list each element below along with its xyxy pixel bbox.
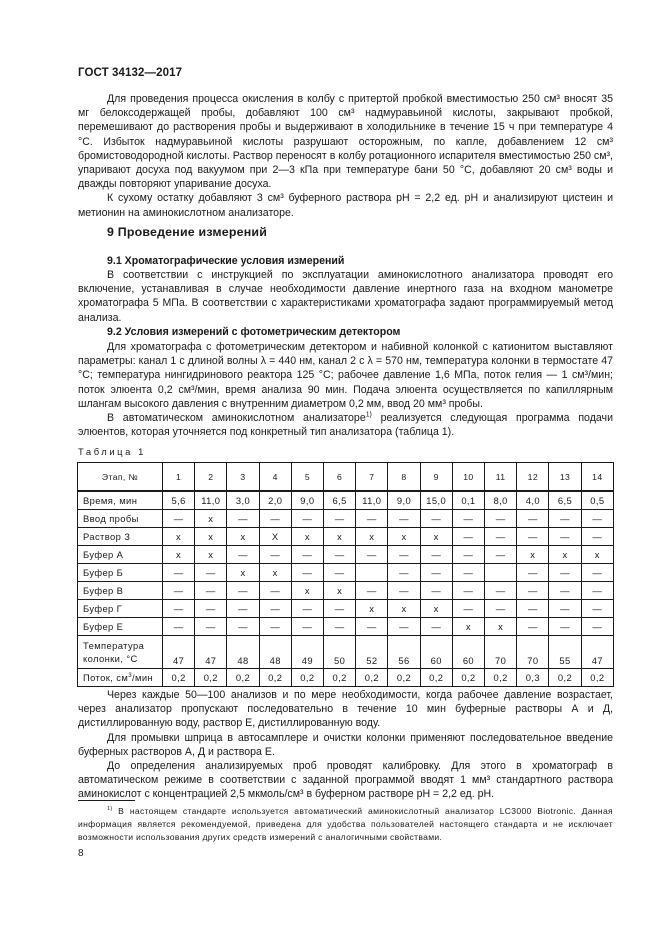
header-stage: 4 xyxy=(259,463,291,492)
after-table-paragraph-1: Через каждые 50—100 анализов и по мере необходимости, когда рабочее давление возрастает, через анализатор пропускают последовательно в течение 10 мин буферные растворы А и Д, дистиллированную воду, раствор Е, дистиллированную воду. xyxy=(78,689,613,730)
header-stage: 10 xyxy=(452,463,484,492)
table-cell: — xyxy=(517,528,549,546)
table-cell: — xyxy=(388,564,420,582)
table-cell: — xyxy=(324,546,356,564)
table-cell: 11,0 xyxy=(356,491,388,510)
header-stage: 2 xyxy=(195,463,227,492)
table-cell: — xyxy=(227,582,259,600)
table-cell: 47 xyxy=(581,636,613,669)
table-cell: 6,5 xyxy=(324,491,356,510)
table-cell: — xyxy=(452,600,484,618)
table-cell: x xyxy=(291,582,323,600)
table-cell: x xyxy=(388,600,420,618)
table-cell: — xyxy=(452,546,484,564)
table-cell: — xyxy=(356,510,388,528)
table-cell: — xyxy=(227,618,259,636)
table-cell: — xyxy=(163,510,195,528)
intro-paragraph-1: Для проведения процесса окисления в колбу с притертой пробкой вместимостью 250 см³ вносят 35 мг белоксодержащей пробы, добавляют 100 см³ надмуравьиной кислоты, закрывают пробкой, перемешивают до растворения пробы и выдерживают в холодильнике в течение 15 ч при температуре 4 °С. Избыток надмуравьиной кислоты разрушают осторожным, по капле, добавлением 12 см³ бромистоводородной кислоты. Раствор переносят в колбу ротационного испарителя вместимостью 250 см³, упаривают досуха под вакуумом при 2—3 кПа при температуре бани 50 °С, добавляют 20 см³ воды и дважды повторяют упаривание досуха. xyxy=(78,93,613,191)
table-cell: — xyxy=(259,618,291,636)
table-cell: 60 xyxy=(420,636,452,669)
table-cell: — xyxy=(549,564,581,582)
section-9-2-title: 9.2 Условия измерений с фотометрическим детектором xyxy=(107,326,401,338)
row-label-superscript: 3 xyxy=(128,671,132,679)
table-cell: — xyxy=(291,546,323,564)
table-cell: — xyxy=(324,564,356,582)
table-cell: x xyxy=(291,528,323,546)
row-label-line: Температура xyxy=(83,640,145,651)
section-9-2-paragraph-1: Для хроматографа с фотометрическим детектором и набивной колонкой с катионитом выставляют параметры: канал 1 с длиной волны λ = 440 нм, канал 2 с λ = 570 нм, температура колонки в термостате 47 °С; температура нингидринового реактора 125 °С; рабочее давление 1,6 МПа, поток гелия — 1 см³/мин; поток элюента 0,2 см³/мин, время анализа 90 мин. Подача элюента осуществляется по капиллярным шлангам высокого давления с внутренним диаметром 0,2 мм, ввод 20 мм³ пробы. xyxy=(78,341,613,410)
footnote-marker: 1) xyxy=(107,806,113,813)
table-cell: — xyxy=(517,582,549,600)
table-cell: x xyxy=(163,546,195,564)
section-9-1-text xyxy=(78,268,613,325)
table-cell: — xyxy=(356,582,388,600)
table-cell: — xyxy=(195,600,227,618)
table-cell: — xyxy=(485,528,517,546)
header-stage: 1 xyxy=(163,463,195,492)
table-cell: — xyxy=(195,564,227,582)
document-header: ГОСТ 34132—2017 xyxy=(78,67,183,79)
elution-program-table xyxy=(77,462,614,687)
table-cell: 50 xyxy=(324,636,356,669)
table-cell: — xyxy=(549,510,581,528)
table-cell: — xyxy=(517,564,549,582)
table-cell: 48 xyxy=(259,636,291,669)
header-stage: 13 xyxy=(549,463,581,492)
table-cell: 70 xyxy=(517,636,549,669)
table-cell: x xyxy=(195,528,227,546)
table-cell: 9,0 xyxy=(388,491,420,510)
table-cell: — xyxy=(581,618,613,636)
table-cell: 3,0 xyxy=(227,491,259,510)
table-cell: x xyxy=(356,528,388,546)
table-cell: — xyxy=(195,618,227,636)
row-label: Ввод пробы xyxy=(78,510,163,528)
table-cell: — xyxy=(517,618,549,636)
table-row xyxy=(78,564,614,582)
table-row xyxy=(78,546,614,564)
table-cell: 48 xyxy=(227,636,259,669)
table-cell: — xyxy=(549,618,581,636)
table-cell: — xyxy=(163,564,195,582)
after-table-text xyxy=(78,688,613,802)
table-row xyxy=(78,528,614,546)
footnote-text: В настоящем стандарте используется автоматический аминокислотный анализатор LC3000 Biotronic. Данная информация является рекомендуемой, приведена для удобства пользователей настоящего стандарта и не исключает возможности использования других средств измерений с аналогичными свойствами. xyxy=(78,806,613,842)
table-cell: — xyxy=(549,582,581,600)
table-cell: — xyxy=(452,582,484,600)
header-stage: 8 xyxy=(388,463,420,492)
header-stage: 12 xyxy=(517,463,549,492)
table-cell: — xyxy=(388,582,420,600)
table-cell: — xyxy=(452,528,484,546)
row-label-text: Поток, см xyxy=(83,672,129,683)
footnote-reference[interactable]: 1) xyxy=(365,411,372,419)
table-cell: — xyxy=(227,546,259,564)
table-cell: x xyxy=(195,546,227,564)
row-label: Время, мин xyxy=(78,491,163,510)
table-cell: — xyxy=(420,618,452,636)
table-cell xyxy=(485,564,517,582)
table-cell: 0,2 xyxy=(356,669,388,687)
table-cell: 0,2 xyxy=(549,669,581,687)
table-cell: — xyxy=(163,600,195,618)
table-cell: 0,2 xyxy=(259,669,291,687)
table-cell: 70 xyxy=(485,636,517,669)
header-stage: 5 xyxy=(291,463,323,492)
table-cell: — xyxy=(227,510,259,528)
table-cell: 0,3 xyxy=(517,669,549,687)
header-stage: 6 xyxy=(324,463,356,492)
table-cell: 15,0 xyxy=(420,491,452,510)
row-label: Раствор З xyxy=(78,528,163,546)
table-cell: — xyxy=(259,600,291,618)
section-9-2-paragraph-2 xyxy=(78,411,613,439)
table-cell: — xyxy=(581,564,613,582)
table-cell: x xyxy=(195,510,227,528)
table-row xyxy=(78,600,614,618)
table-cell: 0,2 xyxy=(163,669,195,687)
table-cell: x xyxy=(227,564,259,582)
table-cell: — xyxy=(291,510,323,528)
table-cell: — xyxy=(291,600,323,618)
table-cell: — xyxy=(581,582,613,600)
table-cell: 0,2 xyxy=(420,669,452,687)
table-cell: 0,2 xyxy=(291,669,323,687)
table-cell: 0,2 xyxy=(388,669,420,687)
table-cell: x xyxy=(485,618,517,636)
table-cell: 11,0 xyxy=(195,491,227,510)
row-label: Буфер А xyxy=(78,546,163,564)
table-cell: 52 xyxy=(356,636,388,669)
table-cell: — xyxy=(291,564,323,582)
table-cell: — xyxy=(291,618,323,636)
table-cell: 0,5 xyxy=(581,491,613,510)
row-label: Буфер Г xyxy=(78,600,163,618)
table-cell: x xyxy=(452,618,484,636)
table-cell: 0,2 xyxy=(227,669,259,687)
row-label-line: колонки, °С xyxy=(83,653,138,664)
table-cell: — xyxy=(420,510,452,528)
footnote-divider xyxy=(78,800,135,801)
table-cell: 0,2 xyxy=(452,669,484,687)
table-cell: — xyxy=(163,618,195,636)
table-cell: — xyxy=(227,600,259,618)
table-cell: — xyxy=(581,510,613,528)
table-cell: — xyxy=(581,528,613,546)
row-label: Буфер В xyxy=(78,582,163,600)
section-9-1-title: 9.1 Хроматографические условия измерений xyxy=(107,255,345,267)
table-cell: x xyxy=(356,600,388,618)
header-stage: 11 xyxy=(485,463,517,492)
table-cell: 0,1 xyxy=(452,491,484,510)
table-cell: x xyxy=(227,528,259,546)
table-cell: — xyxy=(485,546,517,564)
table-cell: — xyxy=(324,510,356,528)
table-cell: 2,0 xyxy=(259,491,291,510)
table-cell: 56 xyxy=(388,636,420,669)
table-cell: 49 xyxy=(291,636,323,669)
table-cell: — xyxy=(549,600,581,618)
table-cell: 47 xyxy=(195,636,227,669)
row-label-text: /мин xyxy=(132,672,154,683)
table-cell: x xyxy=(388,528,420,546)
table-row xyxy=(78,491,614,510)
table-cell: X xyxy=(259,528,291,546)
header-stage-label: Этап, № xyxy=(78,463,163,492)
table-cell: x xyxy=(324,582,356,600)
table-row xyxy=(78,618,614,636)
table-cell: 0,2 xyxy=(485,669,517,687)
table-header-row xyxy=(78,463,614,492)
table-cell: x xyxy=(259,564,291,582)
table-cell: 4,0 xyxy=(517,491,549,510)
table-row xyxy=(78,636,614,669)
row-label xyxy=(78,669,163,687)
table-cell: — xyxy=(324,600,356,618)
table-cell: — xyxy=(549,528,581,546)
table-cell: — xyxy=(452,564,484,582)
table-cell: — xyxy=(388,546,420,564)
table-cell: 6,5 xyxy=(549,491,581,510)
table-cell: — xyxy=(388,618,420,636)
table-cell: 8,0 xyxy=(485,491,517,510)
table-cell: — xyxy=(485,510,517,528)
table-cell: 0,2 xyxy=(195,669,227,687)
table-cell: — xyxy=(163,582,195,600)
page-number: 8 xyxy=(78,848,84,859)
after-table-paragraph-2: Для промывки шприца в автосамплере и очистки колонки применяют последовательное введение буферных растворов А, Д и раствора Е. xyxy=(78,731,613,758)
table-cell: 60 xyxy=(452,636,484,669)
table-cell: 47 xyxy=(163,636,195,669)
table-cell: x xyxy=(549,546,581,564)
table-cell: 55 xyxy=(549,636,581,669)
table-cell: 0,2 xyxy=(324,669,356,687)
table-cell: x xyxy=(581,546,613,564)
table-cell: — xyxy=(356,618,388,636)
intro-paragraph-2: К сухому остатку добавляют 3 см³ буферного раствора pH = 2,2 ед. pH и анализируют цистеин и метионин на аминокислотном анализаторе. xyxy=(78,192,613,219)
header-stage: 9 xyxy=(420,463,452,492)
table-cell: 5,6 xyxy=(163,491,195,510)
table-cell: x xyxy=(420,600,452,618)
table-cell: — xyxy=(324,618,356,636)
table-cell xyxy=(356,564,388,582)
table-row xyxy=(78,669,614,687)
table-cell: — xyxy=(420,564,452,582)
table-cell: — xyxy=(356,546,388,564)
table-cell: 0,2 xyxy=(581,669,613,687)
section-9-2-text xyxy=(78,340,613,439)
table-cell: — xyxy=(259,546,291,564)
table-row xyxy=(78,510,614,528)
table-cell: — xyxy=(259,582,291,600)
table-cell: — xyxy=(420,582,452,600)
after-table-paragraph-3: До определения анализируемых проб проводят калибровку. Для этого в хроматограф в автоматическом режиме в соответствии с заданной программой вводят 1 мм³ стандартного раствора аминокислот с концентрацией 2,5 мкмоль/см³ в буферном растворе pH = 2,2 ед. pH. xyxy=(78,760,613,801)
table-cell: — xyxy=(581,600,613,618)
table-cell: x xyxy=(517,546,549,564)
table-cell: — xyxy=(517,600,549,618)
table-cell: 9,0 xyxy=(291,491,323,510)
table-row xyxy=(78,582,614,600)
table-cell: — xyxy=(420,546,452,564)
row-label: Буфер Е xyxy=(78,618,163,636)
header-stage: 14 xyxy=(581,463,613,492)
header-stage: 7 xyxy=(356,463,388,492)
table-cell: — xyxy=(259,510,291,528)
table-cell: x xyxy=(163,528,195,546)
table-cell: — xyxy=(485,600,517,618)
table-cell: x xyxy=(420,528,452,546)
section-9-1-paragraph: В соответствии с инструкцией по эксплуатации аминокислотного анализатора проводят его включение, устанавливая в случае необходимости давление инертного газа на входном манометре хроматографа 5 МПа. В соответствии с характеристиками хроматографа задают программируемый метод анализа. xyxy=(78,269,613,324)
row-label: Буфер Б xyxy=(78,564,163,582)
paragraph-text: В автоматическом аминокислотном анализаторе xyxy=(107,412,366,425)
section-9-title: 9 Проведение измерений xyxy=(107,225,268,239)
table-cell: — xyxy=(452,510,484,528)
table-caption: Таблица 1 xyxy=(78,446,146,457)
table-cell: — xyxy=(388,510,420,528)
paragraph-text: реализуется следующая программа подачи элюентов, которая уточняется под конкретный тип анализатора (таблица 1). xyxy=(78,412,613,439)
footnote xyxy=(78,805,613,844)
intro-text xyxy=(78,92,613,220)
table-cell: — xyxy=(485,582,517,600)
table-cell: — xyxy=(195,582,227,600)
table-cell: x xyxy=(324,528,356,546)
row-label xyxy=(78,636,163,669)
header-stage: 3 xyxy=(227,463,259,492)
table-cell: — xyxy=(517,510,549,528)
